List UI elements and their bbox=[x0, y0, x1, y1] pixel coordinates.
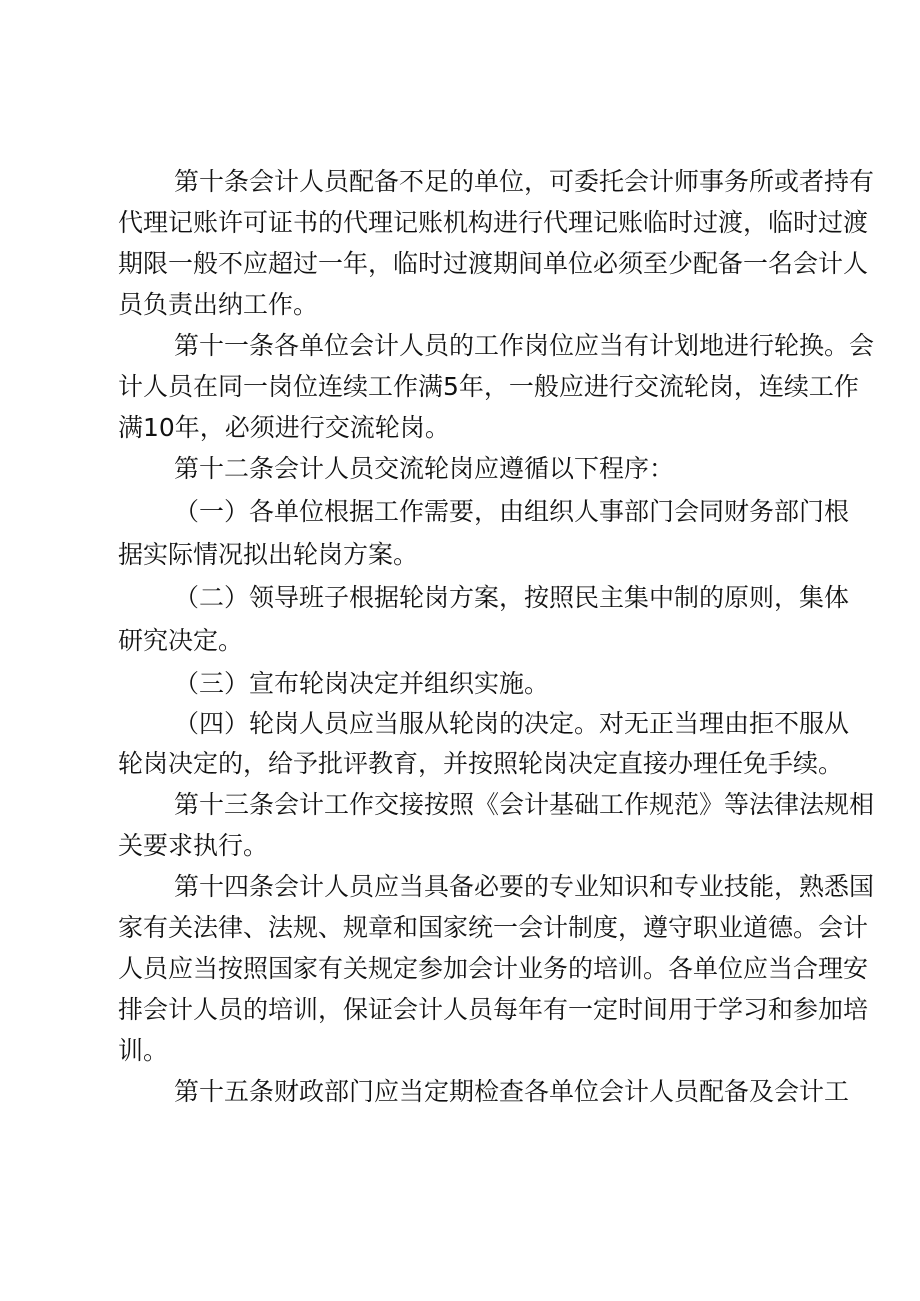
paragraph-line: 第十二条会计人员交流轮岗应遵循以下程序： bbox=[174, 454, 675, 483]
paragraph-line: 训。 bbox=[118, 1036, 169, 1065]
paragraph-line: （三）宣布轮岗决定并组织实施。 bbox=[174, 669, 550, 698]
paragraph-line: 关要求执行。 bbox=[118, 831, 269, 860]
paragraph-line: 第十四条会计人员应当具备必要的专业知识和专业技能，熟悉国 bbox=[174, 872, 875, 901]
paragraph-line: 期限一般不应超过一年，临时过渡期间单位必须至少配备一名会计人 bbox=[118, 249, 869, 278]
paragraph-line: 满10年，必须进行交流轮岗。 bbox=[118, 413, 450, 442]
paragraph-line: 家有关法律、法规、规章和国家统一会计制度，遵守职业道德。会计 bbox=[118, 913, 869, 942]
paragraph-line: 第十三条会计工作交接按照《会计基础工作规范》等法律法规相 bbox=[174, 790, 875, 819]
paragraph-line: （四）轮岗人员应当服从轮岗的决定。对无正当理由拒不服从 bbox=[174, 709, 850, 738]
paragraph-line: 排会计人员的培训，保证会计人员每年有一定时间用于学习和参加培 bbox=[118, 995, 869, 1024]
paragraph-line: 计人员在同一岗位连续工作满5年，一般应进行交流轮岗，连续工作 bbox=[118, 372, 859, 401]
paragraph-line: 人员应当按照国家有关规定参加会计业务的培训。各单位应当合理安 bbox=[118, 954, 869, 983]
paragraph-line: 第十一条各单位会计人员的工作岗位应当有计划地进行轮换。会 bbox=[174, 331, 875, 360]
paragraph-line: 员负责出纳工作。 bbox=[118, 290, 319, 319]
paragraph-line: （二）领导班子根据轮岗方案，按照民主集中制的原则，集体 bbox=[174, 583, 850, 612]
paragraph-line: 第十五条财政部门应当定期检查各单位会计人员配备及会计工 bbox=[174, 1077, 850, 1106]
paragraph-line: 据实际情况拟出轮岗方案。 bbox=[118, 540, 419, 569]
paragraph-line: 研究决定。 bbox=[118, 626, 244, 655]
paragraph-line: 轮岗决定的，给予批评教育，并按照轮岗决定直接办理任免手续。 bbox=[118, 749, 844, 778]
paragraph-line: 第十条会计人员配备不足的单位，可委托会计师事务所或者持有 bbox=[174, 167, 875, 196]
paragraph-line: 代理记账许可证书的代理记账机构进行代理记账临时过渡，临时过渡 bbox=[118, 208, 869, 237]
paragraph-line: （一）各单位根据工作需要，由组织人事部门会同财务部门根 bbox=[174, 497, 850, 526]
